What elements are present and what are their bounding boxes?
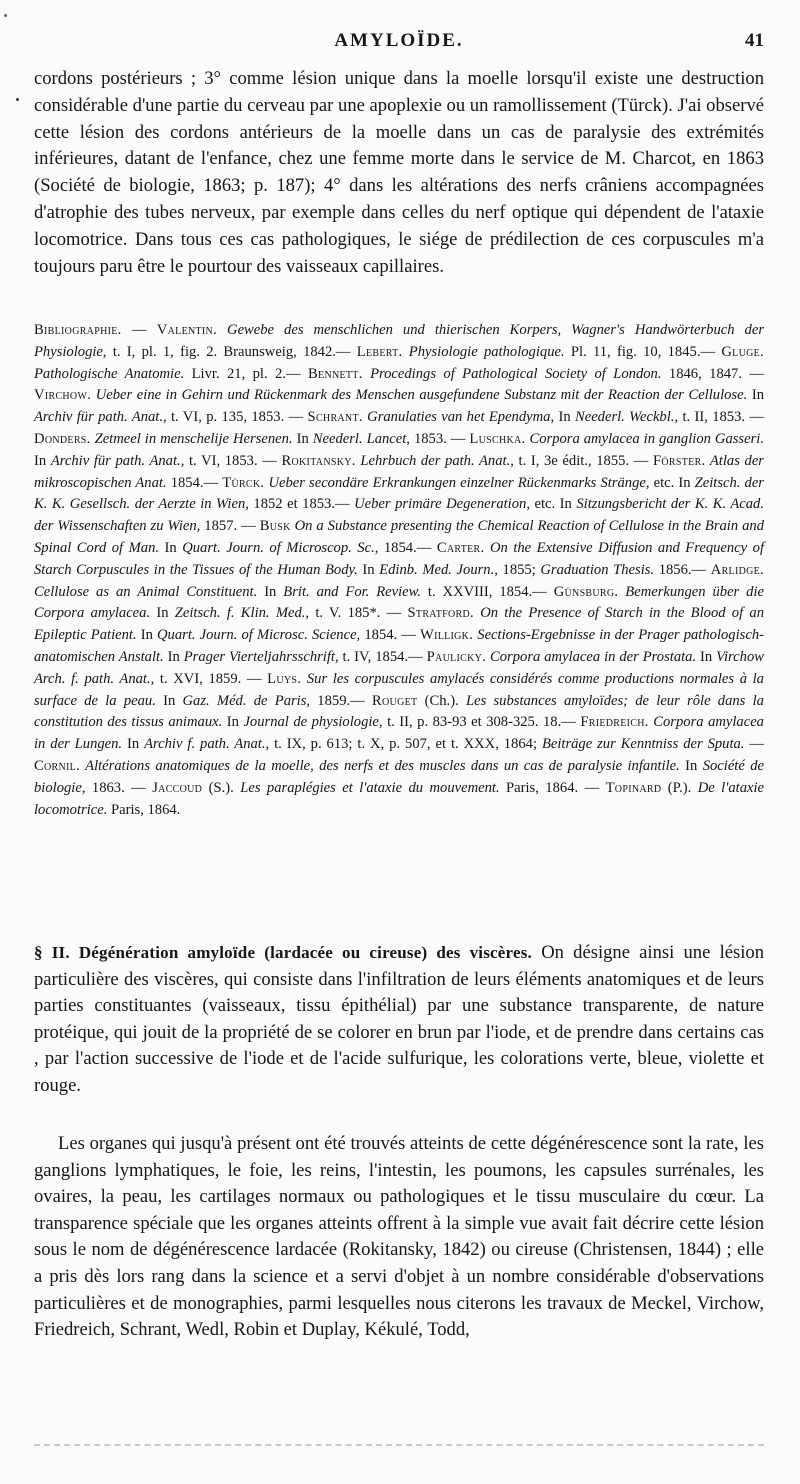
biblio-text: , etc. In [645,474,695,491]
biblio-text: , t. I, pl. 1, fig. 2. Braunsweig, 1842.— [102,343,357,360]
biblio-author: Virchow. [34,387,92,404]
biblio-title: Graduation Thesis. [540,561,655,578]
biblio-text: In [747,387,764,404]
biblio-text: , t. II, 1853. — [674,409,764,426]
biblio-text: 1863. — [85,779,153,796]
biblio-title: Lehrbuch der path. Anat. [355,452,511,469]
biblio-text: 1854.— [166,474,223,491]
biblio-author: Willigk. [420,627,474,644]
biblio-text: — [744,736,764,753]
biblio-title: Corpora amylacea in der Prostata. [486,648,697,665]
section-text: On désigne ainsi une lésion particulière des viscères, qui consiste dans l'infiltration de leurs éléments anatomiques et de leurs parties constituantes (vaisseaux, tissu épithélial) par une substance transparente, de nature protéique, qui jouit de la propriété de se colorer en brun par l'iode, et de prendre dans certains cas , par l'action successive de l'iode et de l'acide sulfurique, les colorations verte, bleue, violette et rouge. [34,942,764,1096]
biblio-title: Altérations anatomiques de la moelle, des nerfs et des muscles dans un cas de paralysie infantile. [80,757,680,774]
biblio-title: Sitzungsbericht der K. K. Acad. der Wissenschaften zu Wien, [34,496,764,535]
biblio-text: In [159,539,183,556]
biblio-author: Luys. [267,670,302,687]
biblio-text: In [155,692,183,709]
biblio-text: 1856.— [654,561,711,578]
biblio-text: , t. XVI, 1859. — [150,670,268,687]
biblio-title: Journal de physiologie, [243,714,383,731]
biblio-title: Neederl. Weckbl. [574,409,675,426]
biblio-author: Förster. [652,452,706,469]
biblio-text: , etc. In [526,496,577,513]
bibliography [34,320,764,821]
biblio-author: Jaccoud [152,779,203,796]
biblio-author: Topinard [605,779,662,796]
biblio-title: On the Presence of Starch in the Blood of an Epileptic Patient. [34,605,764,644]
biblio-text: 1852 et 1853.— [248,496,355,513]
biblio-title: On the Extensive Diffusion and Frequency of Starch Corpuscules in the Tissues of the Human Body. [34,539,764,578]
biblio-title: Archiv für path. Anat. [34,409,163,426]
biblio-title: Beiträge zur Kenntniss der Sputa. [541,736,745,753]
biblio-text: 1846, 1847. — [661,365,764,382]
biblio-author: Schrant. [307,409,363,426]
corner-speck [4,14,7,17]
biblio-title: Archiv f. path. Anat. [144,736,266,753]
biblio-author: Bennett. [308,365,363,382]
biblio-title: Edinb. Med. Journ. [379,561,495,578]
page-number: 41 [745,30,764,51]
biblio-title: Zeitsch. der K. K. Gesellsch. der Aerzte in Wien, [34,474,764,513]
biblio-text: In [679,757,703,774]
biblio-author: Lebert. [356,343,403,360]
biblio-title: Ueber eine in Gehirn und Rückenmark des Menschen ausgefundene Substanz mit der Reaction der Cellulose. [91,387,748,404]
biblio-title: Neederl. Lancet, [312,430,410,447]
biblio-text: , t. V. 185*. — [305,605,408,622]
biblio-author: Busk [259,518,291,535]
paragraph-intro: cordons postérieurs ; 3° comme lésion unique dans la moelle lorsqu'il existe une destruction considérable d'une partie du cerveau par une apoplexie ou un ramollissement (Türck). J'ai observé cette lésion des cordons antérieurs de la moelle dans un cas de paralysie des extrémités inférieures, datant de l'enfance, chez une femme morte dans le service de M. Charcot, en 1863 (Société de biologie, 1863; p. 187); 4° dans les altérations des nerfs crâniens accompagnées d'atrophie des tubes nerveux, par exemple dans celles du nerf optique qui dépendent de l'ataxie locomotrice. Dans tous ces cas pathologiques, le siége de prédilection de ces corpuscules m'a toujours paru être le pourtour des vaisseaux capillaires. [34,68,764,277]
footer-rule [34,1444,764,1446]
biblio-author: Stratford. [407,605,474,622]
biblio-title: Quart. Journ. of Microscop. Sc. [182,539,375,556]
biblio-title: Sections-Ergebnisse in der Prager pathologisch-anatomischen Anstalt. [34,627,764,665]
biblio-text: In [122,736,145,753]
biblio-text: , t. VI, 1853. — [180,452,282,469]
biblio-author: Cornil. [34,757,81,774]
biblio-text: In [222,714,244,731]
biblio-text: In [554,409,575,426]
biblio-title: Société de biologie, [34,757,764,796]
biblio-text: In [136,627,158,644]
biblio-title: Zeitsch. f. Klin. Med. [174,605,306,622]
biblio-text: , t. IX, p. 613; t. X, p. 507, et t. XXX, 1864; [265,736,542,753]
biblio-text: In [357,561,380,578]
biblio-author: Carter. [436,539,485,556]
biblio-text: , 1855; [494,561,541,578]
biblio-title: Sur les corpuscules amylacés considérés comme productions normales à la surface de la peau. [34,670,764,709]
paragraph-organs: Les organes qui jusqu'à présent ont été trouvés atteints de cette dégénérescence sont la rate, les ganglions lymphatiques, le foie, les reins, l'intestin, les poumons, les capsules surrénales, les ovaires, la peau, les cartilages normaux ou pathologiques et le tissu musculaire du cœur. La transparence spéciale que les organes atteints offrent à la simple vue avait fait décrire cette lésion sous le nom de dégénérescence lardacée (Rokitansky, 1842) ou cireuse (Christensen, 1844) ; elle a pris dès lors rang dans la science et a servi d'objet à un nombre considérable d'observations particulières et de monographies, parmi lesquelles nous citerons les travaux de Meckel, Virchow, Friedreich, Schrant, Wedl, Robin et Duplay, Kékulé, Todd, [34,1133,764,1341]
biblio-author: Rouget [372,692,418,709]
biblio-title: Cellulose as an Animal Constituent. [34,583,258,600]
biblio-text: Livr. 21, pl. 2.— [184,365,308,382]
biblio-author: Donders. [34,430,91,447]
biblio-text: In [292,430,313,447]
section-heading: § II. Dégénération amyloïde (lardacée ou cireuse) des viscères. [34,943,532,962]
biblio-text: Paris, 1864. — [499,779,606,796]
biblio-text: , 1854.— [374,539,437,556]
biblio-title: De l'ataxie locomotrice. [34,779,765,818]
biblio-title: Corpora amylacea in ganglion Gasseri. [525,430,764,447]
biblio-text: In [696,648,717,665]
biblio-title: Procedings of Pathological Society of London. [362,365,662,382]
biblio-text: In [163,648,184,665]
biblio-author: Günsburg. [553,583,619,600]
biblio-title: Physiologie pathologique. [402,343,565,360]
biblio-author: Paulicky. [426,648,487,665]
biblio-text: 1859.— [310,692,372,709]
biblio-title: Bemerkungen über die Corpora amylacea. [34,583,764,622]
biblio-title: Gaz. Méd. de Paris, [182,692,311,709]
section-amyloid-degeneration [34,940,764,1100]
biblio-text: In [150,605,175,622]
biblio-text: t. II, p. 83-93 et 308-325. 18.— [382,714,581,731]
biblio-text: (P.). [661,779,698,796]
biblio-title: Corpora amylacea in der Lungen. [34,714,764,753]
biblio-author: Arlidge. [710,561,764,578]
biblio-title: Ueber secondäre Erkrankungen einzelner Rückenmarks Stränge [264,474,646,491]
biblio-text: 1853. — [409,430,470,447]
biblio-author: Gluge. [721,343,764,360]
biblio-title: Les substances amyloïdes; de leur rôle dans la constitution des tissus animaux. [34,692,764,731]
running-title: AMYLOÏDE. [334,30,464,51]
biblio-title: On a Substance presenting the Chemical Reaction of Cellulose in the Brain and Spinal Cord of Man. [34,518,765,556]
biblio-author: Rokitansky. [281,452,356,469]
biblio-text: In [34,452,51,469]
biblio-title: Pathologische Anatomie. [34,365,185,382]
biblio-author: Türck. [222,474,265,491]
biblio-title: Atlas der mikroscopischen Anat. [34,452,764,491]
biblio-title: Brit. and For. Review. [283,583,421,600]
biblio-text: In [257,583,284,600]
biblio-title: Les paraplégies et l'ataxie du mouvement. [240,779,500,796]
biblio-text: (S.). [202,779,241,796]
biblio-text: Pl. 11, fig. 10, 1845.— [564,343,722,360]
biblio-text: 1857. — [200,518,260,535]
biblio-title: Quart. Journ. of Microsc. Science, [157,627,361,644]
biblio-title: Prager Vierteljahrsschrift, [183,648,339,665]
biblio-author: Luschka. [469,430,526,447]
biblio-author: Friedreich. [580,714,649,731]
margin-speck [16,98,19,101]
biblio-author: Bibliographie. — Valentin. [34,322,218,338]
biblio-text: t. XXVIII, 1854.— [420,583,554,600]
biblio-title: Gewebe des menschlichen und thierischen Korpers, Wagner's Handwörterbuch der Physiologie [34,322,765,360]
biblio-text: , t. VI, p. 135, 1853. — [163,409,308,426]
page-header [34,30,764,56]
biblio-title: Archiv für path. Anat. [50,452,181,469]
biblio-title: Granulaties van het Ependyma, [362,409,555,426]
biblio-title: Virchow Arch. f. path. Anat. [34,648,764,687]
biblio-text: t. IV, 1854.— [338,648,427,665]
biblio-text: Paris, 1864. [107,801,181,818]
biblio-title: Ueber primäre Degeneration [354,496,527,513]
biblio-title: Zetmeel in menschelije Hersenen. [90,430,293,447]
biblio-text: 1854. — [360,627,420,644]
biblio-text: (Ch.). [417,692,466,709]
biblio-text: , t. I, 3e édit., 1855. — [510,452,653,469]
